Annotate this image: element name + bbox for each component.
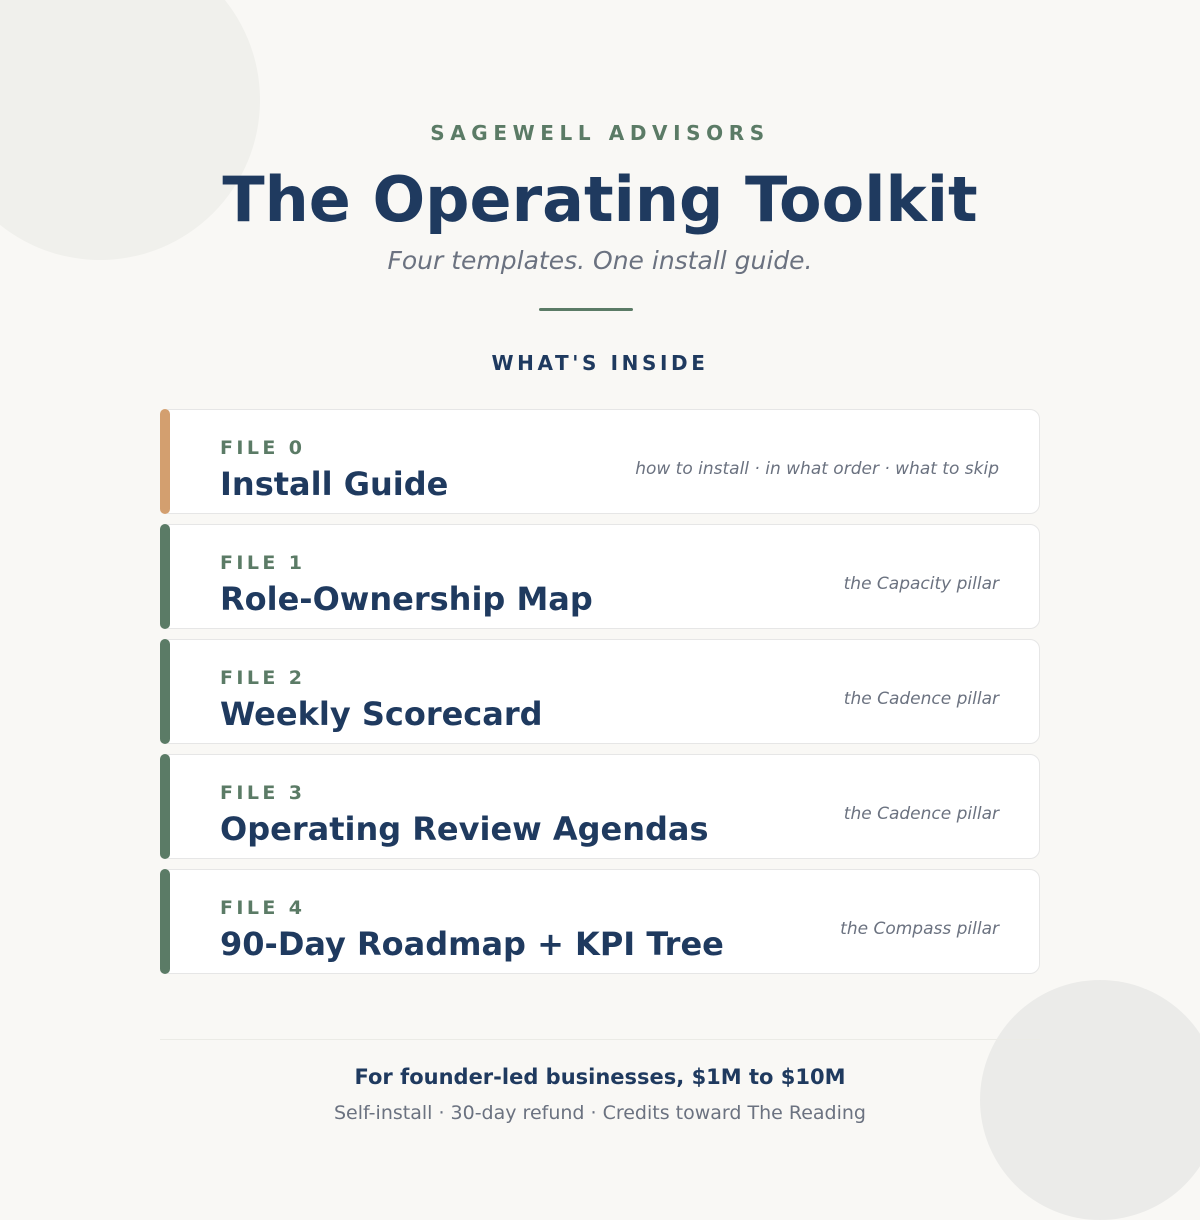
file-label: FILE 0 (220, 437, 306, 459)
file-accent-bar (160, 524, 170, 629)
footer-divider (160, 1039, 1040, 1040)
section-title: WHAT'S INSIDE (491, 351, 709, 375)
file-accent-bar (160, 639, 170, 744)
file-name: Weekly Scorecard (220, 695, 543, 733)
file-accent-bar (160, 754, 170, 859)
file-card-install-guide (160, 409, 1040, 514)
file-card-roadmap-kpi-tree (160, 869, 1040, 974)
file-card-operating-review-agendas (160, 754, 1040, 859)
decorative-circle-bottom-right (980, 980, 1200, 1220)
file-accent-bar (160, 409, 170, 514)
file-list (160, 409, 1040, 984)
footer-audience: For founder-led businesses, $1M to $10M (354, 1065, 846, 1089)
page-subtitle: Four templates. One install guide. (387, 246, 813, 275)
title-divider (539, 308, 633, 311)
file-name: 90-Day Roadmap + KPI Tree (220, 925, 724, 963)
file-accent-bar (160, 869, 170, 974)
footer-terms: Self-install · 30-day refund · Credits toward The Reading (334, 1102, 866, 1124)
file-label: FILE 2 (220, 667, 306, 689)
file-note: how to install · in what order · what to skip (635, 459, 999, 479)
file-note: the Cadence pillar (843, 804, 999, 824)
page-title: The Operating Toolkit (222, 163, 978, 236)
file-name: Install Guide (220, 465, 449, 503)
file-label: FILE 3 (220, 782, 306, 804)
file-note: the Compass pillar (840, 919, 999, 939)
file-note: the Cadence pillar (843, 689, 999, 709)
file-note: the Capacity pillar (843, 574, 999, 594)
brand-name: SAGEWELL ADVISORS (430, 121, 770, 145)
file-label: FILE 4 (220, 897, 306, 919)
file-card-role-ownership-map (160, 524, 1040, 629)
file-card-weekly-scorecard (160, 639, 1040, 744)
file-name: Role-Ownership Map (220, 580, 593, 618)
file-label: FILE 1 (220, 552, 306, 574)
file-name: Operating Review Agendas (220, 810, 709, 848)
